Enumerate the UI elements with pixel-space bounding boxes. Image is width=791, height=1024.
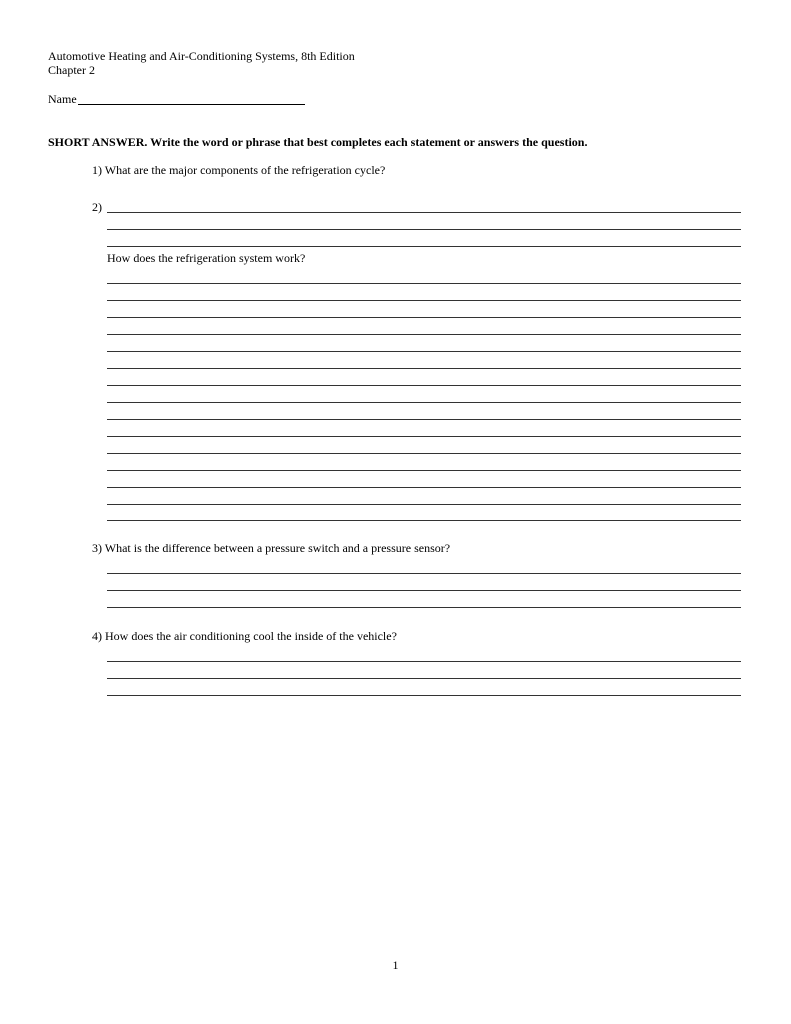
question-2-number: 2) — [92, 200, 102, 214]
answer-line[interactable] — [107, 283, 741, 284]
answer-line[interactable] — [107, 678, 741, 679]
answer-line[interactable] — [107, 453, 741, 454]
answer-line[interactable] — [107, 590, 741, 591]
answer-line[interactable] — [107, 607, 741, 608]
answer-line[interactable] — [107, 229, 741, 230]
answer-line[interactable] — [107, 300, 741, 301]
answer-line[interactable] — [107, 487, 741, 488]
answer-line[interactable] — [107, 504, 741, 505]
document-title: Automotive Heating and Air-Conditioning Systems, 8th Edition — [48, 49, 355, 63]
answer-line[interactable] — [107, 402, 741, 403]
page-number: 1 — [392, 958, 399, 972]
answer-line[interactable] — [107, 573, 741, 574]
answer-line[interactable] — [107, 695, 741, 696]
question-1-text: 1) What are the major components of the refrigeration cycle? — [92, 163, 386, 177]
answer-line[interactable] — [107, 419, 741, 420]
name-label: Name — [48, 92, 77, 106]
answer-line[interactable] — [107, 317, 741, 318]
section-instructions: SHORT ANSWER. Write the word or phrase that best completes each statement or answers the question. — [48, 135, 588, 149]
answer-line[interactable] — [107, 661, 741, 662]
answer-line[interactable] — [107, 520, 741, 521]
question-3-text: 3) What is the difference between a pressure switch and a pressure sensor? — [92, 541, 451, 555]
answer-line[interactable] — [107, 351, 741, 352]
question-4-text: 4) How does the air conditioning cool the inside of the vehicle? — [92, 629, 397, 643]
answer-line[interactable] — [107, 246, 741, 247]
answer-line[interactable] — [107, 385, 741, 386]
name-blank-line[interactable] — [78, 104, 305, 105]
question-2-text: How does the refrigeration system work? — [107, 251, 306, 265]
answer-line[interactable] — [107, 212, 741, 213]
answer-line[interactable] — [107, 334, 741, 335]
answer-line[interactable] — [107, 368, 741, 369]
chapter-label: Chapter 2 — [48, 63, 95, 77]
answer-line[interactable] — [107, 436, 741, 437]
answer-line[interactable] — [107, 470, 741, 471]
